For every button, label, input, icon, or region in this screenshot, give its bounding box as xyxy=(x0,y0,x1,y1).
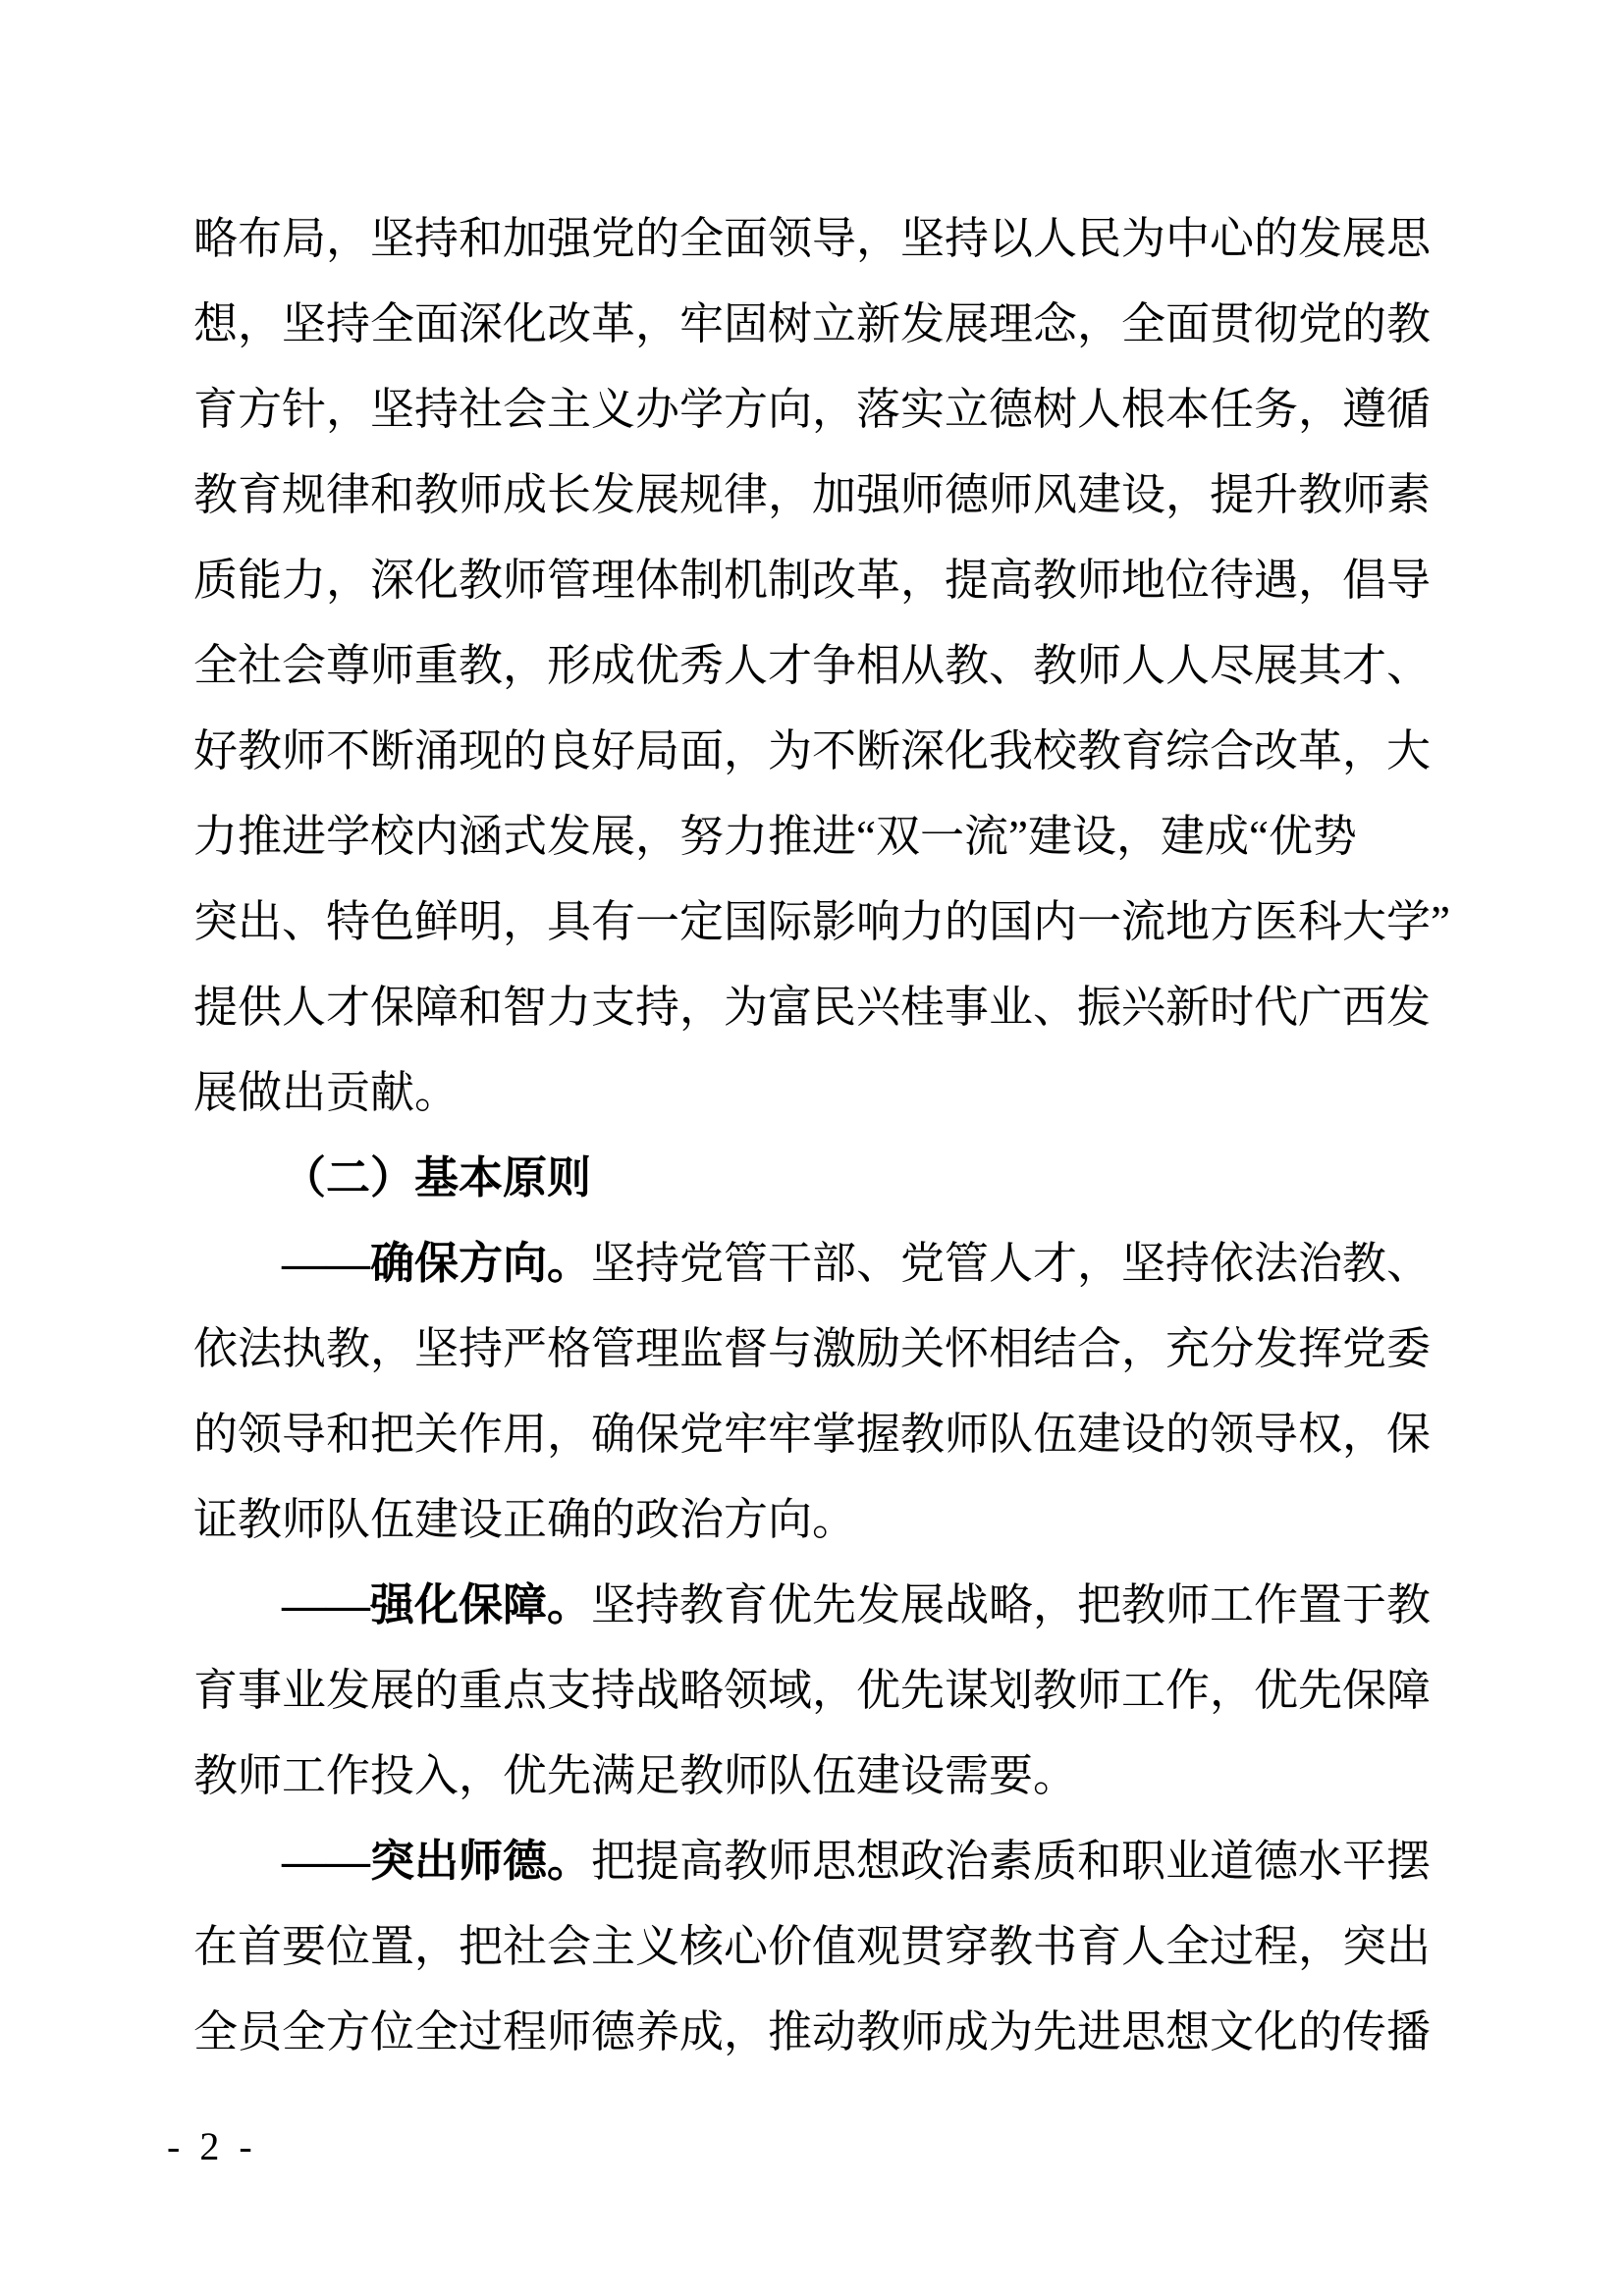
text-line xyxy=(193,1648,1450,1734)
document-body xyxy=(193,196,1450,2075)
text-segment: 提供人才保障和智力支持，为富民兴桂事业、振兴新时代广西发 xyxy=(193,983,1432,1032)
text-line xyxy=(193,1392,1450,1477)
text-line xyxy=(193,453,1450,538)
text-line xyxy=(193,709,1450,794)
text-segment: 略布局，坚持和加强党的全面领导，坚持以人民为中心的发展思 xyxy=(193,214,1432,263)
text-segment: 在首要位置，把社会主义核心价值观贯穿教书育人全过程，突出 xyxy=(193,1922,1432,1971)
text-line xyxy=(193,282,1450,367)
text-segment: 突出、特色鲜明，具有一定国际影响力的国内一流地方医科大学” xyxy=(193,897,1450,946)
text-segment: 坚持党管干部、党管人才，坚持依法治教、 xyxy=(591,1239,1432,1288)
text-line xyxy=(193,1477,1450,1563)
text-line xyxy=(193,623,1450,709)
text-segment: 想，坚持全面深化改革，牢固树立新发展理念，全面贯彻党的教 xyxy=(193,299,1432,348)
text-line xyxy=(193,1904,1450,1990)
text-line xyxy=(193,1734,1450,1819)
text-line xyxy=(193,1819,1450,1904)
text-segment: 坚持教育优先发展战略，把教师工作置于教 xyxy=(591,1580,1432,1629)
text-segment: 把提高教师思想政治素质和职业道德水平摆 xyxy=(591,1837,1432,1886)
text-line xyxy=(193,1990,1450,2075)
lead-in-bold-text: ——强化保障。 xyxy=(282,1580,592,1629)
text-segment: 全员全方位全过程师德养成，推动教师成为先进思想文化的传播 xyxy=(193,2007,1432,2056)
lead-in-bold-text: （二）基本原则 xyxy=(282,1153,592,1202)
text-segment: 全社会尊师重教，形成优秀人才争相从教、教师人人尽展其才、 xyxy=(193,641,1432,690)
text-segment: 力推进学校内涵式发展，努力推进“双一流”建设，建成“优势 xyxy=(193,812,1357,861)
page-number: - 2 - xyxy=(167,2124,257,2168)
text-segment: 教师工作投入，优先满足教师队伍建设需要。 xyxy=(193,1751,1078,1800)
text-segment: 育事业发展的重点支持战略领域，优先谋划教师工作，优先保障 xyxy=(193,1666,1432,1715)
text-segment: 依法执教，坚持严格管理监督与激励关怀相结合，充分发挥党委 xyxy=(193,1324,1432,1373)
text-line xyxy=(193,880,1450,965)
text-line xyxy=(193,1221,1450,1307)
text-segment: 展做出贡献。 xyxy=(193,1068,460,1117)
lead-in-bold-text: ——确保方向。 xyxy=(282,1239,592,1288)
text-line xyxy=(193,1050,1450,1136)
text-line xyxy=(193,794,1450,880)
text-segment: 教育规律和教师成长发展规律，加强师德师风建设，提升教师素 xyxy=(193,470,1432,519)
section-heading xyxy=(193,1136,1450,1221)
text-line xyxy=(193,367,1450,453)
text-segment: 证教师队伍建设正确的政治方向。 xyxy=(193,1495,857,1544)
text-segment: 育方针，坚持社会主义办学方向，落实立德树人根本任务，遵循 xyxy=(193,385,1432,434)
text-line xyxy=(193,1307,1450,1392)
text-segment: 的领导和把关作用，确保党牢牢掌握教师队伍建设的领导权，保 xyxy=(193,1410,1432,1459)
lead-in-bold-text: ——突出师德。 xyxy=(282,1837,592,1886)
text-segment: 质能力，深化教师管理体制机制改革，提高教师地位待遇，倡导 xyxy=(193,556,1432,605)
text-line xyxy=(193,196,1450,282)
text-line xyxy=(193,538,1450,623)
text-line xyxy=(193,1563,1450,1648)
text-segment: 好教师不断涌现的良好局面，为不断深化我校教育综合改革，大 xyxy=(193,726,1432,775)
text-line xyxy=(193,965,1450,1050)
